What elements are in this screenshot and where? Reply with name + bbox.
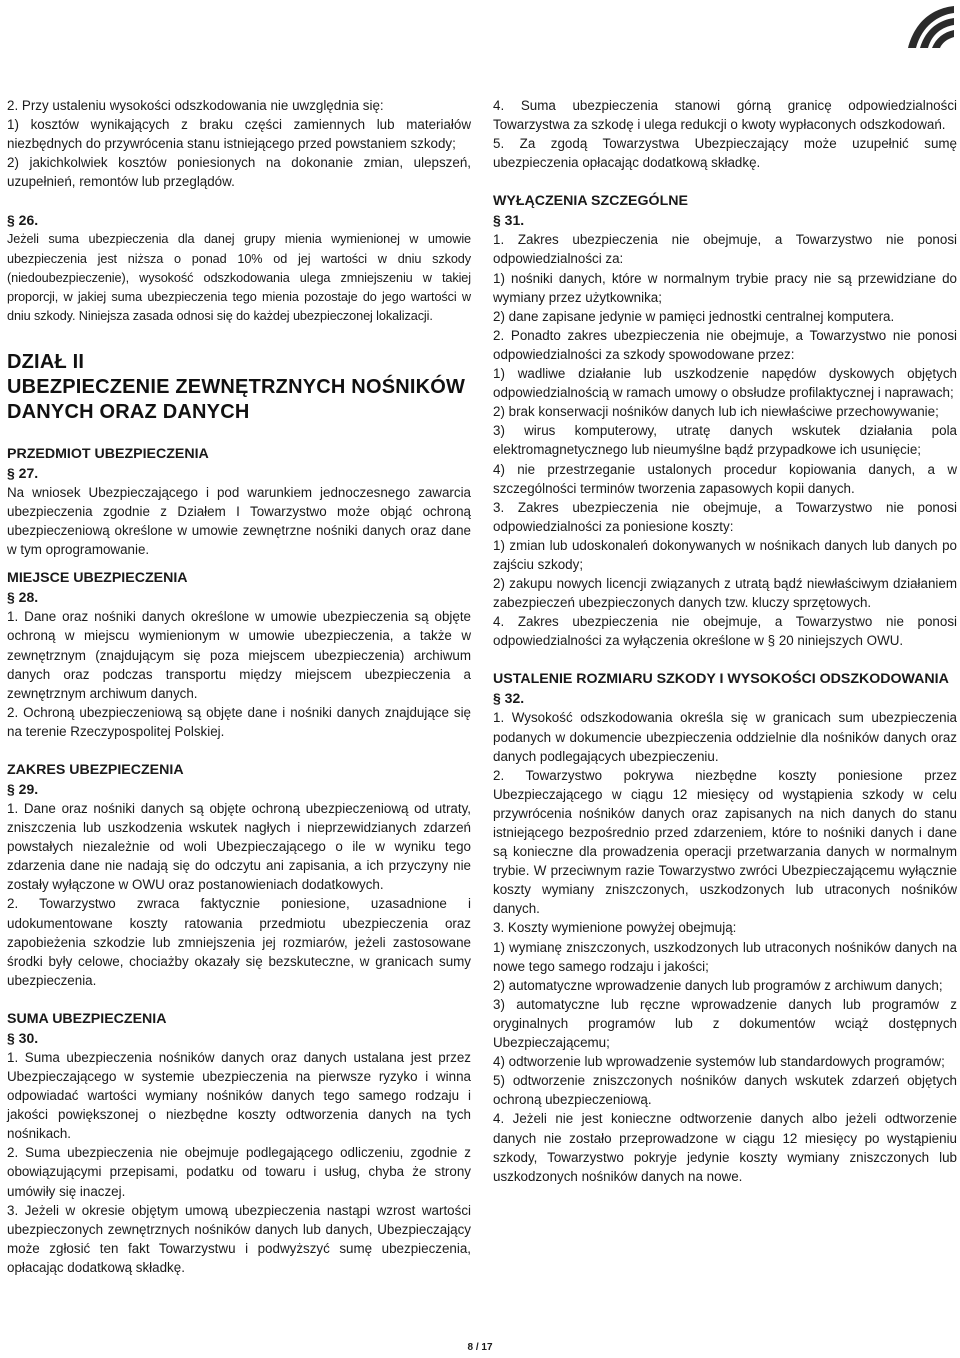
paragraph-item: 2) dane zapisane jedynie w pamięci jednostki centralnej komputera.	[493, 308, 895, 324]
paragraph-item: 4. Suma ubezpieczenia stanowi górną granicę odpowiedzialności Towarzystwa za szkodę i ulega redukcji o kwoty wypłaconych odszkodowań.	[493, 98, 957, 133]
right-column	[493, 96, 957, 1186]
paragraph-item: 3. Jeżeli w okresie objętym umową ubezpieczenia nastąpi wzrost wartości ubezpieczonych zewnętrznych nośników danych lub danych, Ubezpieczający może zgłosić ten fakt Towarzystwu i podwyższyć sumę ubezpieczenia, opłacając dodatkową składkę.	[7, 1202, 471, 1275]
paragraph-number: § 28.	[7, 589, 39, 606]
paragraph-item: 1) zmian lub udoskonaleń dokonywanych w nośnikach danych lub danych po zajściu szkody;	[493, 537, 957, 572]
paragraph-item: 1. Dane oraz nośniki danych określone w umowie ubezpieczenia są objęte ochroną w miejscu wymienionym w umowie ubezpieczenia, a także w zewnętrznym (znajdującym się poza miejscem ubezpieczenia) archiwum danych oraz podczas transportu między miejscem ubezpieczenia a zewnętrznym archiwum danych.	[7, 609, 471, 701]
paragraph-item: 1) nośniki danych, które w normalnym trybie pracy nie są przewidziane do wymiany przez użytkownika;	[493, 270, 957, 305]
paragraph-item: 2) brak konserwacji nośników danych lub ich niewłaściwe przechowywanie;	[493, 404, 939, 420]
paragraph-text: Na wniosek Ubezpieczającego i pod warunkiem jednoczesnego zawarcia ubezpieczenia zgodnie z Działem I Towarzystwo może objąć ochroną ubezpieczeniową określone w umowie zewnętrzne nośniki danych oraz dane w tym oprogramowanie.	[7, 484, 471, 558]
paragraph-number: § 27.	[7, 464, 39, 481]
paragraph-item: 2. Ponadto zakres ubezpieczenia nie obejmuje, a Towarzystwo nie ponosi odpowiedzialności za szkody spowodowane przez:	[493, 327, 957, 362]
division-title	[7, 350, 471, 425]
paragraph-item: 3. Zakres ubezpieczenia nie obejmuje, a Towarzystwo nie ponosi odpowiedzialności za poniesione koszty:	[493, 499, 957, 534]
paragraph-number: § 26.	[7, 212, 39, 229]
paragraph-item: 2) zakupu nowych licencji związanych z utratą bądź niewłaściwym działaniem zabezpieczeń ubezpieczonych danych tzw. kluczy sprzętowych.	[493, 576, 957, 611]
paragraph-item: 4) odtworzenie lub wprowadzenie systemów lub standardowych programów;	[493, 1054, 945, 1070]
paragraph-item: 2. Suma ubezpieczenia nie obejmuje podlegającego odliczeniu, zgodnie z obowiązującymi przepisami, podatku od towaru i usług, chyba że strony umówiły się inaczej.	[7, 1145, 471, 1199]
paragraph-item: 2) automatyczne wprowadzenie danych lub programów z archiwum danych;	[493, 977, 943, 993]
paragraph-item: 1. Suma ubezpieczenia nośników danych oraz danych ustalana jest przez Ubezpieczającego w systemie ubezpieczenia na pierwsze ryzyko i winna odpowiadać wartości wymiany nośników danych tego samego rodzaju i jakości powiększonej o niezbędne koszty odtworzenia danych na tych nośnikach.	[7, 1049, 471, 1142]
paragraph-item: 4. Zakres ubezpieczenia nie obejmuje, a Towarzystwo nie ponosi odpowiedzialności za wyłączenia określone w § 20 niniejszych OWU.	[493, 614, 957, 649]
paragraph-number: § 31.	[493, 212, 525, 229]
page-number: 8 / 17	[467, 1342, 493, 1353]
paragraph-item: 1) wadliwe działanie lub uszkodzenie napędów dyskowych objętych odpowiedzialnością w ramach umowy o obsłudze profilaktycznej i naprawach;	[493, 366, 957, 401]
paragraph-item: 5. Za zgodą Towarzystwa Ubezpieczający może uzupełnić sumę ubezpieczenia opłacając dodatkową składkę.	[493, 136, 957, 171]
paragraph-item: 3. Koszty wymienione powyżej obejmują:	[493, 920, 737, 936]
division-name-line: UBEZPIECZENIE ZEWNĘTRZNYCH NOŚNIKÓW	[7, 375, 466, 398]
paragraph-item: 3) wirus komputerowy, utratę danych wskutek działania pola elektromagnetycznego lub nieumyślne bądź przypadkowe ich usunięcie;	[493, 423, 957, 458]
paragraph-number: § 32.	[493, 690, 525, 707]
paragraph-item: 2. Towarzystwo pokrywa niezbędne koszty poniesione przez Ubezpieczającego w ciągu 12 miesięcy od wystąpienia szkody w celu przywrócenia nośników danych oraz zapisanych na nich danych do stanu istniejącego bezpośrednio przed zdarzeniem, które to nośniki danych i dane są konieczne dla prowadzenia operacji przetwarzania danych w normalnym trybie. W przeciwnym razie Towarzystwo zwróci Ubezpieczającemu wyłącznie koszty wymiany zniszczonych, uszkodzonych lub utraconych nośników danych.	[493, 767, 957, 917]
paragraph-item: 2. Towarzystwo zwraca faktycznie poniesione, uzasadnione i udokumentowane koszty ratowania przedmiotu ubezpieczenia oraz zapobieżenia szkodzie lub zmniejszenia jej rozmiarów, jeżeli zastosowane środki były celowe, chociażby okazały się bezskuteczne, w granicach sumy ubezpieczenia.	[7, 896, 471, 988]
paragraph-item: 1. Wysokość odszkodowania określa się w granicach sum ubezpieczenia podanych w dokumencie ubezpieczenia oddzielnie dla nośników danych oraz danych podlegających ubezpieczeniu.	[493, 710, 957, 764]
paragraph-item: 1) wymianę zniszczonych, uszkodzonych lub utraconych nośników danych na nowe tego samego rodzaju i jakości;	[493, 939, 957, 974]
paragraph-item: 4) nie przestrzeganie ustalonych procedur kopiowania danych, a w szczególności terminów tworzenia zapasowych kopii danych.	[493, 461, 957, 496]
section-heading: ZAKRES UBEZPIECZENIA	[7, 761, 184, 778]
paragraph-number: § 30.	[7, 1029, 39, 1046]
paragraph-item: 5) odtworzenie zniszczonych nośników danych wskutek zdarzeń objętych ochroną ubezpieczeniową.	[493, 1073, 957, 1108]
division-number: DZIAŁ II	[7, 350, 85, 373]
intro-item: 1) kosztów wynikających z braku części zamiennych lub materiałów niezbędnych do przywrócenia stanu istniejącego przed powstaniem szkody;	[7, 117, 471, 152]
division-name-line: DANYCH ORAZ DANYCH	[7, 400, 250, 423]
paragraph-item: 1. Zakres ubezpieczenia nie obejmuje, a Towarzystwo nie ponosi odpowiedzialności za:	[493, 232, 957, 267]
paragraph-item: 2. Ochroną ubezpieczeniową są objęte dane i nośniki danych znajdujące się na terenie Rzeczypospolitej Polskiej.	[7, 704, 471, 739]
left-column	[7, 96, 471, 1277]
intro-item: 2) jakichkolwiek kosztów poniesionych na dokonanie zmian, ulepszeń, uzupełnień, remontów lub przeglądów.	[7, 155, 471, 190]
section-heading: PRZEDMIOT UBEZPIECZENIA	[7, 445, 209, 462]
paragraph-item: 3) automatyczne lub ręczne wprowadzenie danych lub programów z oryginalnych programów lub z dokumentów wciąż dostępnych Ubezpieczającemu;	[493, 996, 957, 1051]
company-logo-icon	[906, 4, 956, 50]
section-heading: MIEJSCE UBEZPIECZENIA	[7, 570, 188, 587]
paragraph-item: 1. Dane oraz nośniki danych są objęte ochroną ubezpieczeniową od utraty, zniszczenia lub uszkodzenia wskutek nagłych i nieprzewidzianych zdarzeń powstałych niezależnie od woli Ubezpieczającego o ile w wyniku tego zdarzenia dane nie nadają się do odczytu ani zapisania, a ich przyczyny nie zostały wyłączone w OWU oraz postanowieniach dodatkowych.	[7, 800, 471, 893]
section-heading: WYŁĄCZENIA SZCZEGÓLNE	[493, 193, 688, 210]
paragraph-text: Jeżeli suma ubezpieczenia dla danej grupy mienia wymienionej w umowie ubezpieczenia jest niższa o ponad 10% od jej wartości w dniu szkody (niedoubezpieczenie), wysokość odszkodowania ulega zmniejszeniu w takiej proporcji, w jakiej suma ubezpieczenia tego mienia pozostaje do jego wartości w dniu szkody. Niniejsza zasada odnosi się do każdej ubezpieczonej lokalizacji.	[7, 232, 471, 323]
paragraph-number: § 29.	[7, 780, 39, 797]
section-heading: SUMA UBEZPIECZENIA	[7, 1010, 167, 1027]
section-heading: USTALENIE ROZMIARU SZKODY I WYSOKOŚCI ODSZKODOWANIA	[493, 671, 949, 688]
intro-heading: 2. Przy ustaleniu wysokości odszkodowania nie uwzględnia się:	[7, 98, 384, 113]
paragraph-item: 4. Jeżeli nie jest konieczne odtworzenie danych albo jeżeli odtworzenie danych nie zostało przeprowadzone w ciągu 12 miesięcy po wystąpieniu szkody, Towarzystwo pokryje jedynie koszty wymiany zniszczonych lub uszkodzonych nośników danych na nowe.	[493, 1111, 957, 1184]
